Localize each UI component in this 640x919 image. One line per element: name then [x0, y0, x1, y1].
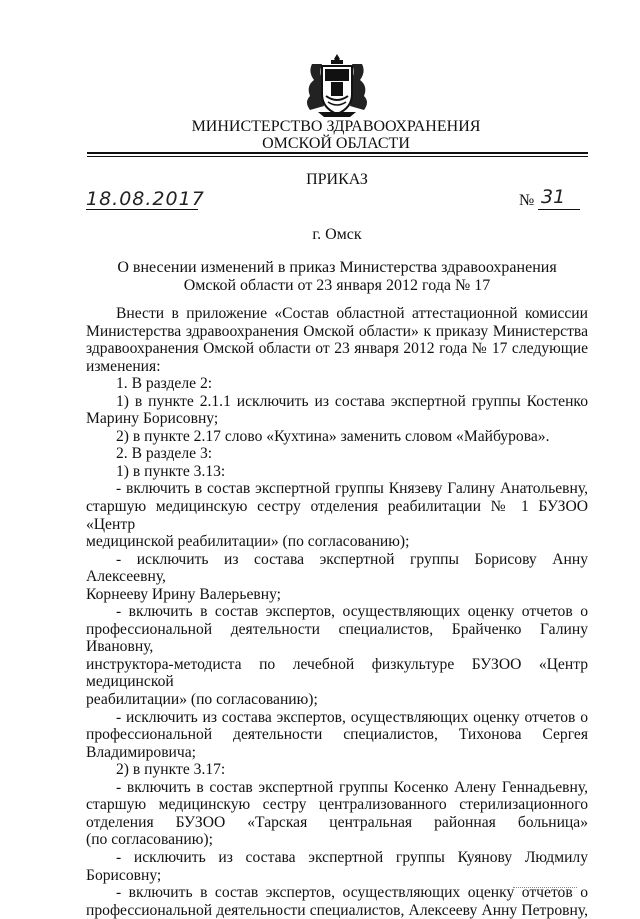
date-underline: [86, 209, 198, 210]
body-line: - исключить из состава экспертной группы Куянову Людмилу Борисовну;: [86, 848, 588, 884]
body-line: 2) в пункте 2.17 слово «Кухтина» заменить словом «Майбурова».: [116, 427, 550, 445]
ministry-name-line-2: ОМСКОЙ ОБЛАСТИ: [262, 135, 410, 152]
body-line: (по согласованию);: [86, 831, 213, 849]
body-line: медицинской реабилитации» (по согласованию);: [86, 533, 410, 551]
body-line: инструктора-методиста по лечебной физкультуре БУЗОО «Центр медицинской: [86, 655, 588, 691]
body-line: Корнееву Ирину Валерьевну;: [86, 585, 281, 603]
body-line: изменения:: [86, 357, 161, 375]
header-rule-thin: [87, 156, 588, 157]
body-line: 1) в пункте 2.1.1 исключить из состава экспертной группы Костенко: [116, 392, 588, 410]
header-rule-thick: [87, 152, 588, 154]
body-line: профессиональной деятельности специалистов, Тихонова Сергея: [86, 726, 588, 744]
subsection-heading: 1) в пункте 3.13:: [116, 462, 226, 480]
body-line: реабилитации» (по согласованию);: [86, 691, 318, 709]
number-underline: [538, 209, 580, 210]
body-line: Министерства здравоохранения Омской области» к приказу Министерства: [86, 322, 588, 340]
section-heading: 2. В разделе 3:: [116, 445, 213, 463]
page-footer-mark: [513, 887, 577, 888]
body-line: - включить в состав экспертов, осуществляющих оценку отчетов о: [116, 603, 588, 621]
order-date: 18.08.2017: [86, 188, 205, 210]
order-number: 31: [541, 186, 566, 208]
body-line: Владимировича;: [86, 743, 196, 761]
order-body: [86, 305, 588, 919]
subject-line-2: Омской области от 23 января 2012 года № 17: [183, 277, 491, 294]
body-line: - включить в состав экспертной группы Князеву Галину Анатольевну,: [116, 480, 588, 498]
body-line: Внести в приложение «Состав областной аттестационной комиссии: [116, 305, 588, 322]
body-line: старшую медицинскую сестру отделения реабилитации № 1 БУЗОО «Центр: [86, 498, 588, 533]
body-line: профессиональной деятельности специалистов, Алексееву Анну Петровну,: [86, 901, 588, 919]
body-line: Марину Борисовну;: [86, 410, 219, 428]
body-line: - исключить из состава экспертов, осуществляющих оценку отчетов о: [116, 708, 588, 726]
section-heading: 1. В разделе 2:: [116, 375, 213, 393]
order-subject: [86, 259, 588, 295]
body-line: - включить в состав экспертов, осуществляющих оценку отчетов о: [116, 884, 588, 902]
order-title: ПРИКАЗ: [306, 171, 368, 188]
body-line: старшую медицинскую сестру централизованного стерилизационного: [86, 796, 588, 814]
city: г. Омск: [312, 226, 362, 243]
body-line: здравоохранения Омской области от 23 января 2012 года № 17 следующие: [86, 340, 588, 358]
body-line: профессиональной деятельности специалистов, Брайченко Галину Ивановну,: [86, 620, 588, 656]
body-line: отделения БУЗОО «Тарская центральная районная больница»: [86, 813, 588, 831]
body-line: - включить в состав экспертной группы Косенко Алену Геннадьевну,: [116, 778, 588, 796]
subsection-heading: 2) в пункте 3.17:: [116, 761, 226, 779]
coat-of-arms-icon: [298, 52, 376, 118]
subject-line-1: О внесении изменений в приказ Министерства здравоохранения: [117, 259, 557, 276]
number-label: №: [519, 192, 535, 209]
ministry-name-line-1: МИНИСТЕРСТВО ЗДРАВООХРАНЕНИЯ: [191, 118, 481, 135]
body-line: - исключить из состава экспертной группы Борисову Анну Алексеевну,: [86, 550, 588, 586]
